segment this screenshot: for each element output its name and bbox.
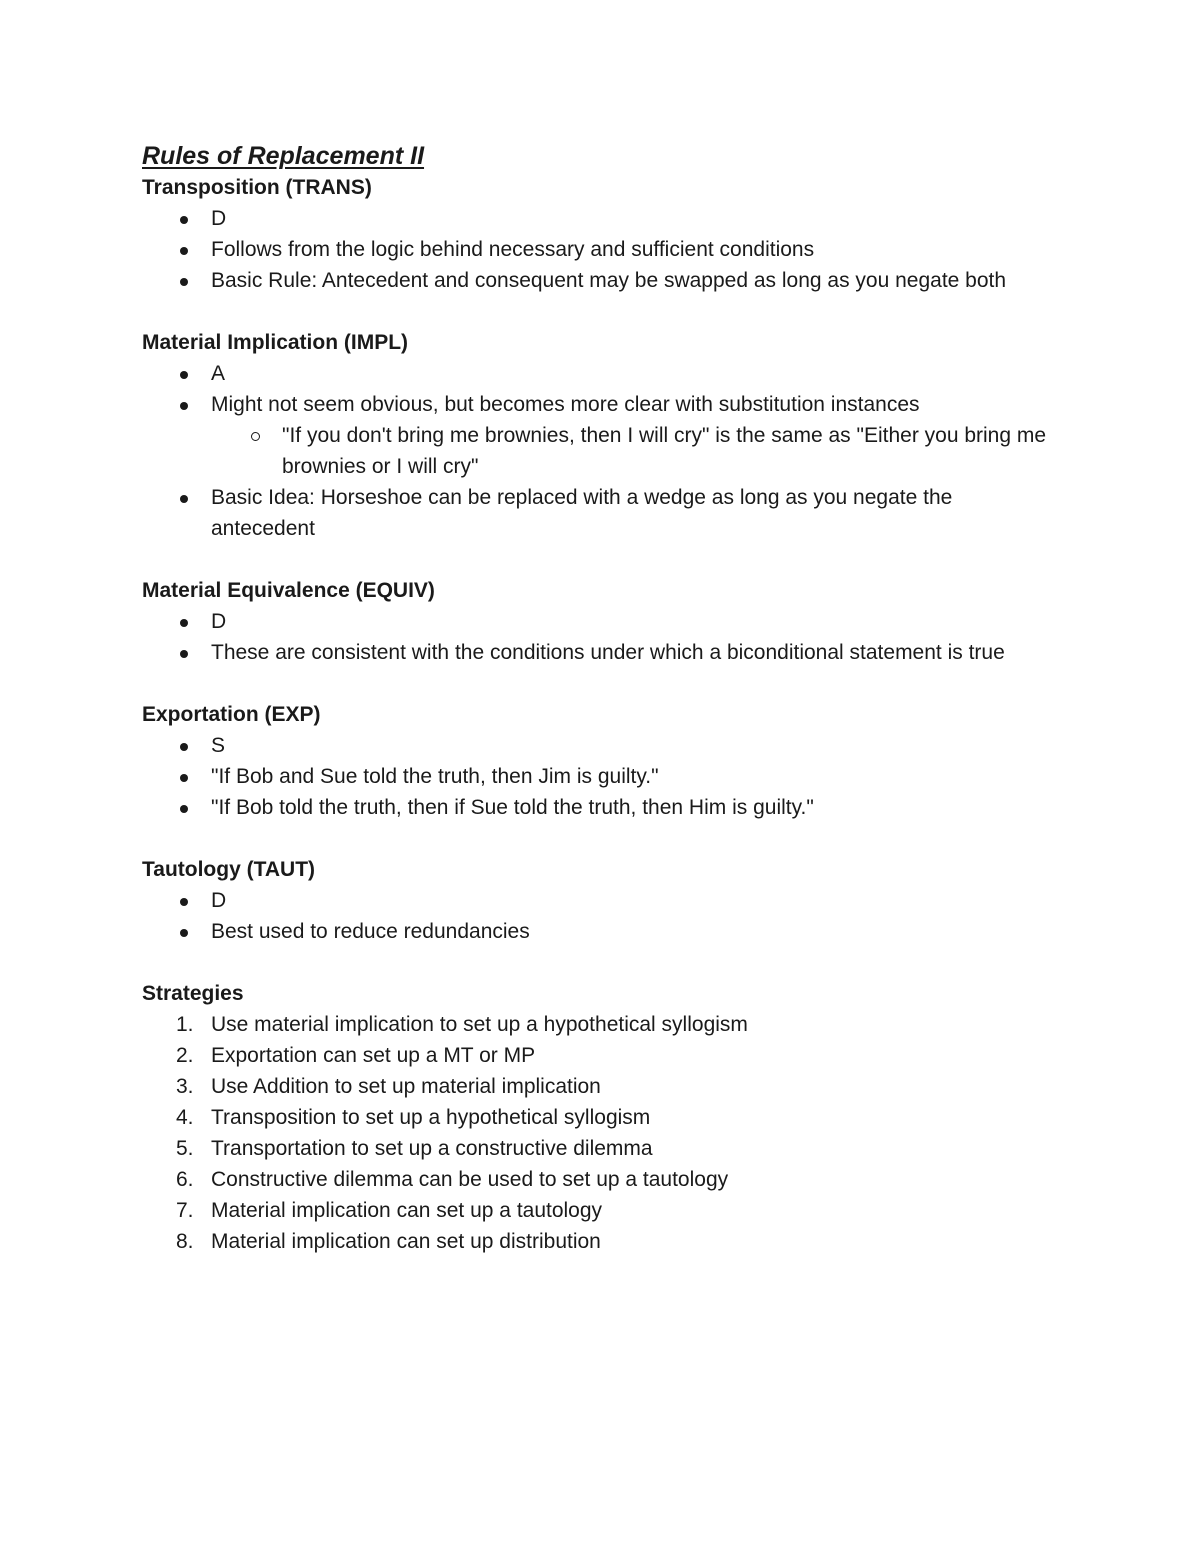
bullet-icon [180, 774, 188, 782]
list-item [142, 916, 1062, 947]
section-exportation [142, 699, 1062, 823]
numbered-item [142, 1226, 1062, 1257]
list-item-text: Might not seem obvious, but becomes more clear with substitution instances [211, 393, 920, 416]
document-page [142, 140, 1062, 1288]
item-number: 1. [176, 1013, 194, 1036]
bullet-icon [180, 805, 188, 813]
section-material-implication [142, 327, 1062, 544]
list-item-text: Best used to reduce redundancies [211, 920, 530, 943]
list-item [142, 606, 1062, 637]
list-item-text: "If Bob and Sue told the truth, then Jim is guilty." [211, 765, 659, 788]
item-number: 5. [176, 1137, 194, 1160]
numbered-item [142, 1040, 1062, 1071]
hollow-bullet-icon [251, 432, 260, 441]
bullet-icon [180, 216, 188, 224]
numbered-item-text: Transposition to set up a hypothetical syllogism [211, 1106, 651, 1129]
item-number: 2. [176, 1044, 194, 1067]
list-item [142, 482, 1062, 544]
sub-list-item [142, 420, 1062, 482]
list-item-text: "If Bob told the truth, then if Sue told the truth, then Him is guilty." [211, 796, 814, 819]
item-number: 3. [176, 1075, 194, 1098]
section-material-equivalence [142, 575, 1062, 668]
numbered-item-text: Material implication can set up distribution [211, 1230, 601, 1253]
numbered-item-text: Transportation to set up a constructive dilemma [211, 1137, 653, 1160]
bullet-list [142, 606, 1062, 668]
list-item [142, 358, 1062, 389]
item-number: 4. [176, 1106, 194, 1129]
bullet-list [142, 730, 1062, 823]
list-item [142, 265, 1062, 296]
list-item [142, 730, 1062, 761]
list-item [142, 234, 1062, 265]
section-tautology [142, 854, 1062, 947]
list-item [142, 792, 1062, 823]
bullet-icon [180, 898, 188, 906]
numbered-item-text: Constructive dilemma can be used to set up a tautology [211, 1168, 729, 1191]
list-item-text: These are consistent with the conditions under which a biconditional statement is true [211, 641, 1005, 664]
list-item [142, 637, 1062, 668]
bullet-list [142, 358, 1062, 544]
numbered-item [142, 1071, 1062, 1102]
bullet-list [142, 203, 1062, 296]
bullet-icon [180, 371, 188, 379]
item-number: 7. [176, 1199, 194, 1222]
bullet-list [142, 885, 1062, 947]
section-heading: Material Equivalence (EQUIV) [142, 579, 435, 602]
section-transposition [142, 172, 1062, 296]
list-item-text: Basic Rule: Antecedent and consequent may be swapped as long as you negate both [211, 269, 1007, 292]
list-item-text: D [211, 207, 227, 230]
section-strategies [142, 978, 1062, 1257]
item-number: 6. [176, 1168, 194, 1191]
list-item-text: Basic Idea: Horseshoe can be replaced with a wedge as long as you negate the antecedent [211, 486, 953, 540]
page-title: Rules of Replacement II [142, 142, 425, 170]
numbered-item [142, 1133, 1062, 1164]
list-item-text: Follows from the logic behind necessary and sufficient conditions [211, 238, 815, 261]
list-item-text: D [211, 889, 227, 912]
section-heading: Material Implication (IMPL) [142, 331, 409, 354]
list-item-text: A [211, 362, 226, 385]
list-item-text: D [211, 610, 227, 633]
numbered-item-text: Material implication can set up a tautology [211, 1199, 603, 1222]
numbered-list [142, 1009, 1062, 1257]
sub-list-item-text: "If you don't bring me brownies, then I will cry" is the same as "Either you bring me brownies or I will cry" [282, 424, 1047, 478]
item-number: 8. [176, 1230, 194, 1253]
list-item [142, 203, 1062, 234]
list-item-text: S [211, 734, 226, 757]
bullet-icon [180, 619, 188, 627]
list-item [142, 885, 1062, 916]
bullet-icon [180, 650, 188, 658]
section-heading: Exportation (EXP) [142, 703, 321, 726]
bullet-icon [180, 743, 188, 751]
section-heading: Strategies [142, 982, 244, 1005]
list-item [142, 761, 1062, 792]
bullet-icon [180, 402, 188, 410]
bullet-icon [180, 247, 188, 255]
bullet-icon [180, 278, 188, 286]
numbered-item-text: Exportation can set up a MT or MP [211, 1044, 536, 1067]
sub-bullet-list [211, 420, 1062, 482]
numbered-item-text: Use material implication to set up a hypothetical syllogism [211, 1013, 748, 1036]
bullet-icon [180, 929, 188, 937]
section-heading: Transposition (TRANS) [142, 176, 372, 199]
numbered-item [142, 1009, 1062, 1040]
numbered-item [142, 1164, 1062, 1195]
section-heading: Tautology (TAUT) [142, 858, 316, 881]
numbered-item [142, 1102, 1062, 1133]
numbered-item-text: Use Addition to set up material implication [211, 1075, 601, 1098]
bullet-icon [180, 495, 188, 503]
list-item [142, 389, 1062, 482]
numbered-item [142, 1195, 1062, 1226]
